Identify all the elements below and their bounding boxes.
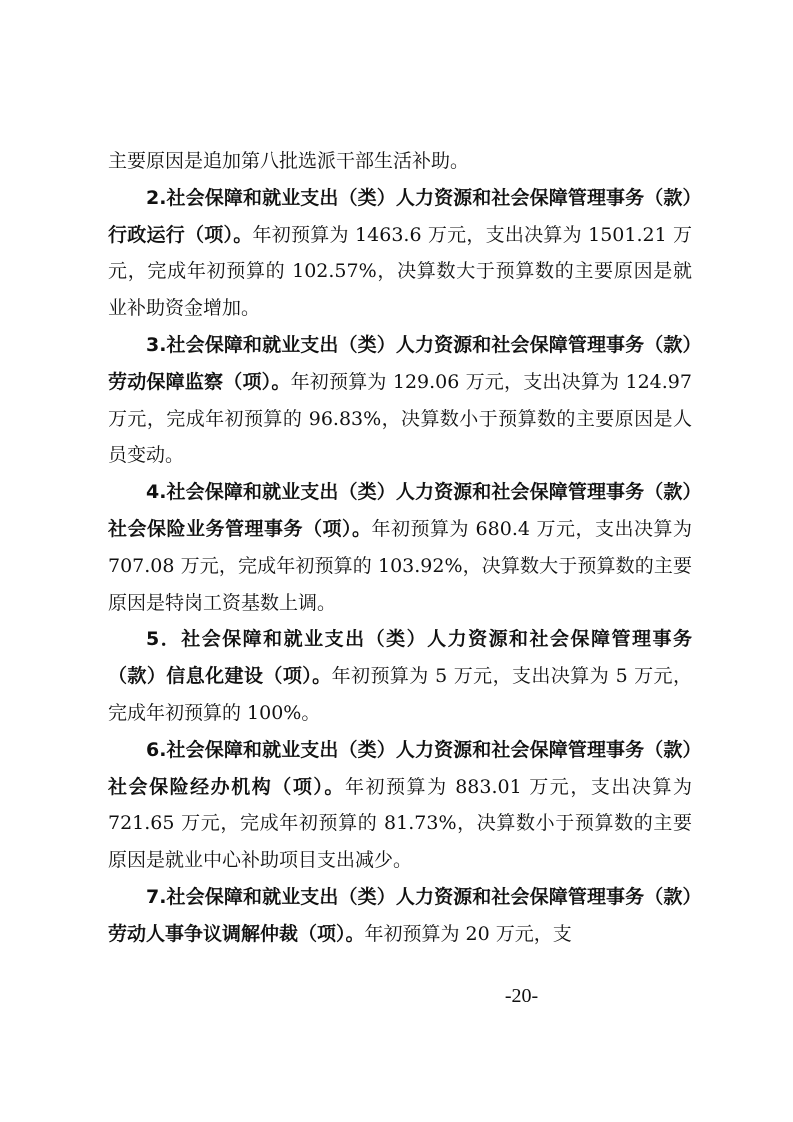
paragraph-3-heading: 3.社会保障和就业支出（类）人力资源和社会保障管理事务（款）劳动保障监察（项）。 [108, 333, 692, 393]
paragraph-4-heading: 4.社会保障和就业支出（类）人力资源和社会保障管理事务（款）社会保险业务管理事务（项）。 [108, 481, 692, 540]
paragraph-4 [108, 474, 692, 621]
paragraph-5 [108, 621, 692, 731]
page-number: -20- [504, 985, 539, 1007]
paragraph-2-heading: 2.社会保障和就业支出（类）人力资源和社会保障管理事务（款）行政运行（项）。 [108, 186, 692, 246]
paragraph-4-body: 年初预算为 680.4 万元，支出决算为 707.08 万元，完成年初预算的 103.92%，决算数大于预算数的主要原因是特岗工资基数上调。 [108, 517, 692, 614]
paragraph-6-body: 年初预算为 883.01 万元，支出决算为 721.65 万元，完成年初预算的 81.73%，决算数小于预算数的主要原因是就业中心补助项目支出减少。 [108, 775, 692, 872]
paragraph-7-body: 年初预算为 20 万元，支 [364, 922, 572, 945]
paragraph-3 [108, 327, 692, 474]
paragraph-1 [108, 143, 692, 180]
paragraph-7 [108, 879, 692, 953]
paragraph-6 [108, 732, 692, 879]
paragraph-5-heading: 5．社会保障和就业支出（类）人力资源和社会保障管理事务（款）信息化建设（项）。 [108, 628, 692, 688]
paragraph-1-body: 主要原因是追加第八批选派干部生活补助。 [108, 150, 470, 172]
paragraph-2-body: 年初预算为 1463.6 万元，支出决算为 1501.21 万元，完成年初预算的 102.57%，决算数大于预算数的主要原因是就业补助资金增加。 [108, 223, 692, 320]
paragraph-2 [108, 180, 692, 327]
paragraph-7-heading: 7.社会保障和就业支出（类）人力资源和社会保障管理事务（款）劳动人事争议调解仲裁（项）。 [108, 885, 692, 945]
document-body [108, 143, 692, 953]
paragraph-3-body: 年初预算为 129.06 万元，支出决算为 124.97 万元，完成年初预算的 96.83%，决算数小于预算数的主要原因是人员变动。 [108, 370, 692, 467]
paragraph-5-body: 年初预算为 5 万元，支出决算为 5 万元，完成年初预算的 100%。 [108, 665, 692, 724]
paragraph-6-heading: 6.社会保障和就业支出（类）人力资源和社会保障管理事务（款）社会保险经办机构（项）。 [108, 738, 692, 798]
